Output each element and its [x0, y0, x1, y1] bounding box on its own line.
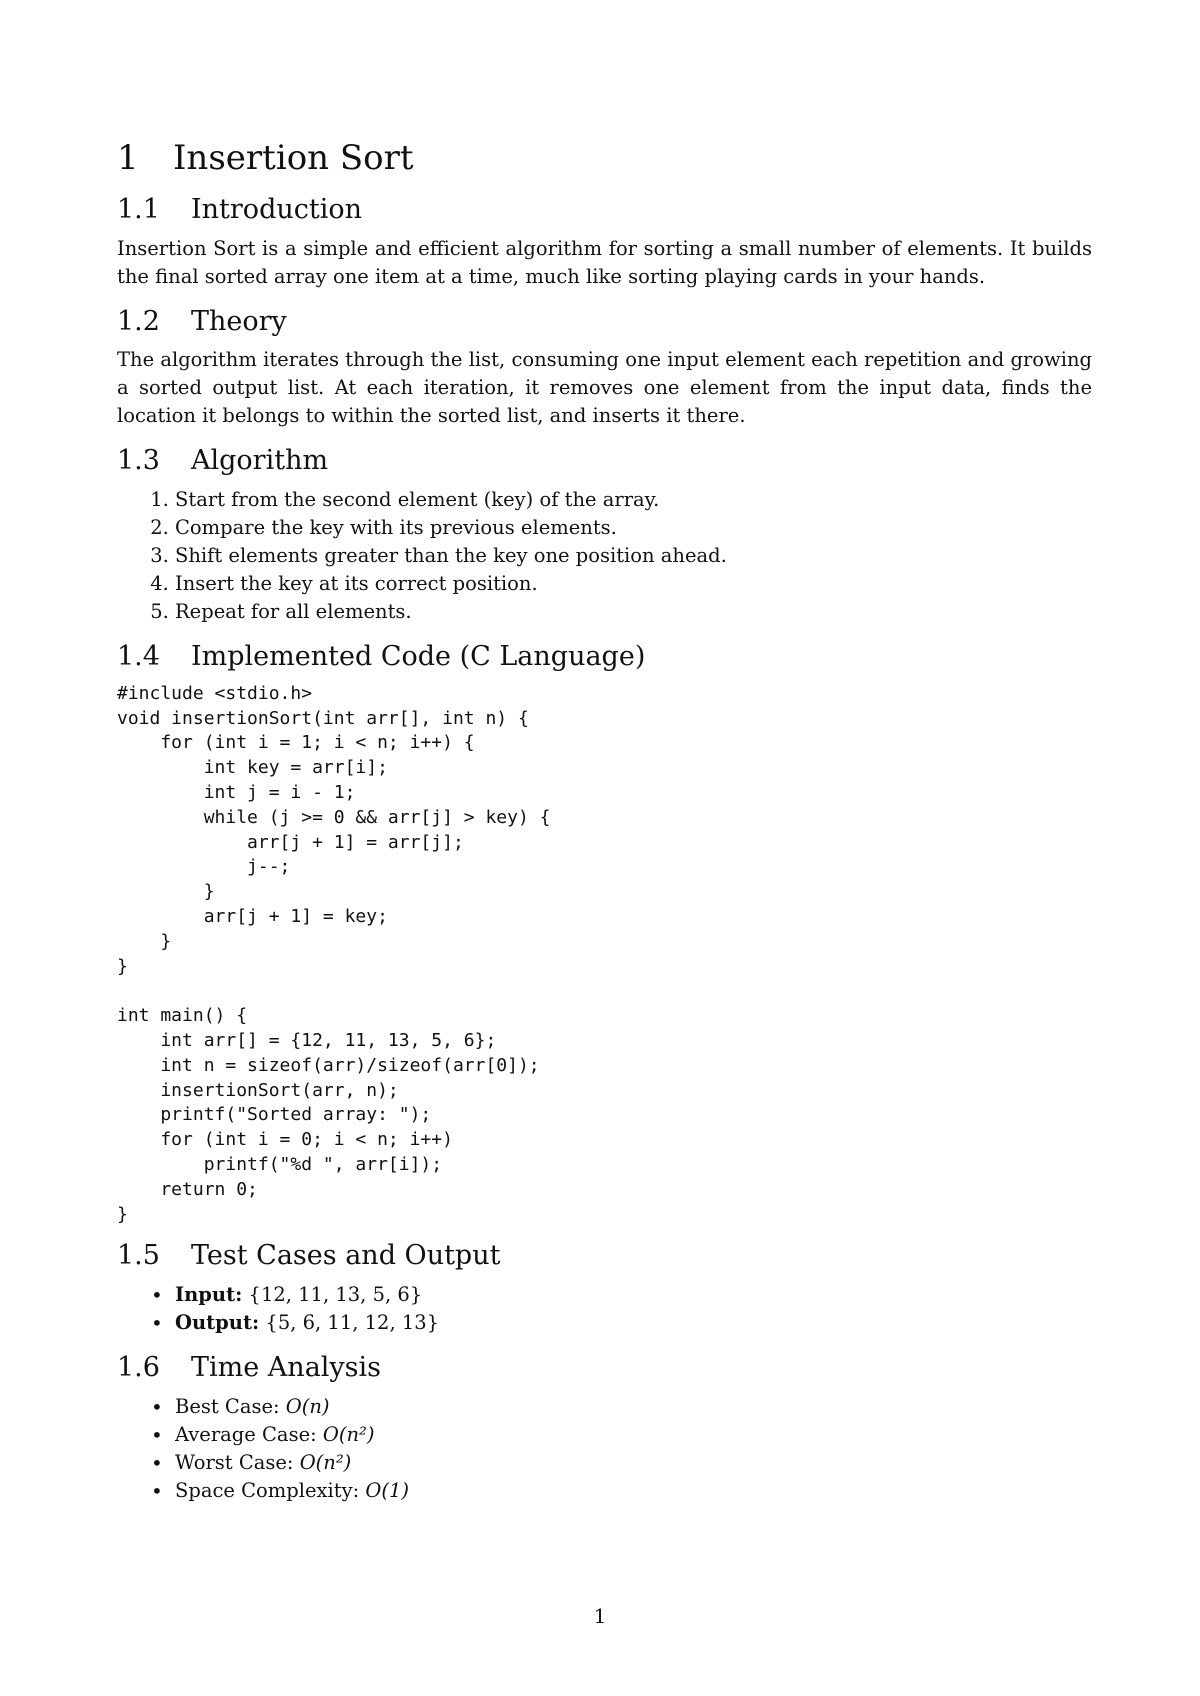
section-title: Time Analysis — [191, 1352, 382, 1384]
complexity-label: Average Case: — [175, 1422, 323, 1446]
list-item: 1. Start from the second element (key) of the array. — [175, 486, 1092, 514]
section-title: Introduction — [191, 193, 362, 225]
list-item — [175, 1393, 1092, 1421]
page-number: 1 — [593, 1604, 607, 1628]
list-item — [175, 1281, 1092, 1309]
time-analysis-list — [117, 1393, 1092, 1505]
section-title: Algorithm — [191, 445, 329, 477]
section-heading-introduction — [117, 193, 1092, 227]
input-value: {12, 11, 13, 5, 6} — [248, 1283, 423, 1307]
complexity-value: O(1) — [365, 1478, 410, 1502]
code-listing: #include <stdio.h> void insertionSort(int arr[], int n) { for (int i = 1; i < n; i++) { int key = arr[i]; int j = i - 1; while (j >= 0 && arr[j] > key) { arr[j + 1] = arr[j]; j--; } arr[j + 1] = key; } } int main() { int arr[] = {12, 11, 13, 5, 6}; int n = sizeof(arr)/sizeof(arr[0]); insertionSort(arr, n); printf("Sorted array: "); for (int i = 0; i < n; i++) printf("%d ", arr[i]); return 0; } — [117, 682, 551, 1225]
list-item — [175, 1421, 1092, 1449]
section-number: 1.2 — [117, 305, 160, 337]
section-heading-algorithm — [117, 444, 1092, 478]
list-item: 3. Shift elements greater than the key one position ahead. — [175, 542, 1092, 570]
list-item: 5. Repeat for all elements. — [175, 598, 1092, 626]
algorithm-steps-list — [117, 486, 1092, 626]
output-value: {5, 6, 11, 12, 13} — [265, 1311, 440, 1335]
chapter-heading — [117, 138, 1092, 179]
complexity-value: O(n²) — [299, 1450, 352, 1474]
section-heading-tests — [117, 1239, 1092, 1273]
test-cases-list — [117, 1281, 1092, 1337]
section-number: 1.6 — [117, 1352, 160, 1384]
complexity-label: Best Case: — [175, 1394, 286, 1418]
section-title: Theory — [191, 305, 287, 337]
list-item: 4. Insert the key at its correct position. — [175, 570, 1092, 598]
section-number: 1.5 — [117, 1240, 160, 1272]
section-title: Test Cases and Output — [191, 1240, 501, 1272]
introduction-paragraph: Insertion Sort is a simple and efficient algorithm for sorting a small number of elements. It builds the final sorted array one item at a time, much like sorting playing cards in your hands. — [117, 236, 1092, 288]
complexity-value: O(n²) — [322, 1422, 375, 1446]
input-label: Input: — [175, 1283, 243, 1307]
complexity-label: Space Complexity: — [175, 1478, 366, 1502]
section-heading-theory — [117, 305, 1092, 339]
document-page — [117, 138, 1092, 1519]
section-number: 1.1 — [117, 193, 160, 225]
complexity-label: Worst Case: — [175, 1450, 300, 1474]
list-item — [175, 1309, 1092, 1337]
section-heading-code — [117, 640, 1092, 674]
output-label: Output: — [175, 1311, 260, 1335]
chapter-title: Insertion Sort — [173, 138, 414, 178]
section-heading-time-analysis — [117, 1351, 1092, 1385]
list-item — [175, 1477, 1092, 1505]
section-number: 1.4 — [117, 641, 160, 673]
section-number: 1.3 — [117, 445, 160, 477]
list-item: 2. Compare the key with its previous elements. — [175, 514, 1092, 542]
section-title: Implemented Code (C Language) — [191, 641, 646, 673]
list-item — [175, 1449, 1092, 1477]
theory-paragraph: The algorithm iterates through the list, consuming one input element each repetition and growing a sorted output list. At each iteration, it removes one element from the input data, finds the location it belongs to within the sorted list, and inserts it there. — [117, 348, 1092, 428]
complexity-value: O(n) — [285, 1394, 330, 1418]
chapter-number: 1 — [117, 138, 139, 178]
